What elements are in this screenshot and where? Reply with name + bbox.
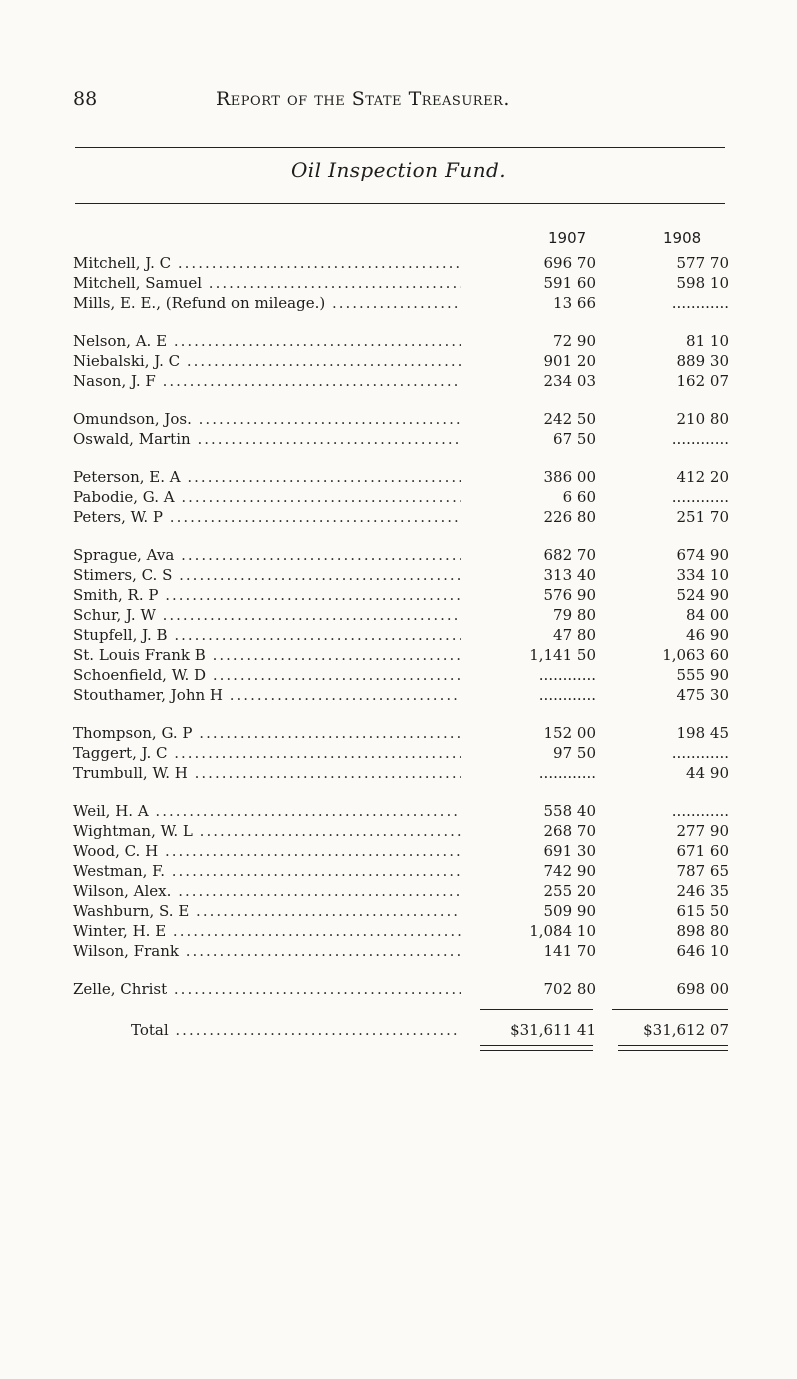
amount-1907: 682 70 <box>543 546 596 564</box>
amount-1908: 162 07 <box>676 372 729 390</box>
amount-1908: 81 10 <box>686 332 729 350</box>
amount-1908: 1,063 60 <box>662 646 729 664</box>
amount-1907: 67 50 <box>553 430 596 448</box>
payee-name: Mitchell, Samuel ..... <box>73 273 461 293</box>
ledger-row <box>73 979 733 999</box>
ledger-row <box>73 801 733 821</box>
payee-name: Wilson, Alex. ..... <box>73 881 461 901</box>
payee-name: Wood, C. H ..... <box>73 841 461 861</box>
payee-name: Oswald, Martin ..... <box>73 429 461 449</box>
payee-name: Pabodie, G. A ..... <box>73 487 461 507</box>
ledger-row <box>73 253 733 273</box>
amount-1908: 210 80 <box>676 410 729 428</box>
amount-1908: 524 90 <box>676 586 729 604</box>
ledger-row <box>73 565 733 585</box>
page-number: 88 <box>73 88 98 110</box>
amount-1907: 97 50 <box>553 744 596 762</box>
amount-1908: 84 00 <box>686 606 729 624</box>
payee-name: Mills, E. E., (Refund on mileage.) ..... <box>73 293 461 313</box>
total-1907: $31,611 41 <box>510 1021 596 1039</box>
amount-1908: 674 90 <box>676 546 729 564</box>
total-double-rule-1908-a <box>618 1045 728 1046</box>
ledger-row <box>73 331 733 351</box>
amount-1908: 787 65 <box>676 862 729 880</box>
ledger-row <box>73 901 733 921</box>
ledger-row <box>73 723 733 743</box>
ledger-row <box>73 371 733 391</box>
ledger-row <box>73 605 733 625</box>
amount-1908: 615 50 <box>676 902 729 920</box>
ledger-row <box>73 507 733 527</box>
total-double-rule-1907-b <box>480 1050 593 1051</box>
ledger-row <box>73 585 733 605</box>
ledger-row <box>73 665 733 685</box>
ledger-group <box>73 467 733 527</box>
total-row <box>73 1019 733 1041</box>
ledger-row <box>73 763 733 783</box>
ledger-group <box>73 409 733 449</box>
amount-1908: ............ <box>671 488 729 506</box>
amount-1908: 671 60 <box>676 842 729 860</box>
amount-1907: 268 70 <box>543 822 596 840</box>
payee-name: Stimers, C. S ..... <box>73 565 461 585</box>
ledger-row <box>73 273 733 293</box>
amount-1907: 742 90 <box>543 862 596 880</box>
amount-1907: 576 90 <box>543 586 596 604</box>
amount-1908: 555 90 <box>676 666 729 684</box>
amount-1907: 696 70 <box>543 254 596 272</box>
ledger-row <box>73 487 733 507</box>
total-1908: $31,612 07 <box>643 1021 729 1039</box>
column-header-year1: 1907 <box>548 229 587 247</box>
payee-name: Peterson, E. A ..... <box>73 467 461 487</box>
ledger-row <box>73 429 733 449</box>
payee-name: Westman, F. ..... <box>73 861 461 881</box>
amount-1908: 246 35 <box>676 882 729 900</box>
amount-1908: ............ <box>671 802 729 820</box>
title-rule <box>75 203 725 204</box>
payee-name: Zelle, Christ ..... <box>73 979 461 999</box>
amount-1907: 47 80 <box>553 626 596 644</box>
amount-1908: 598 10 <box>676 274 729 292</box>
amount-1907: 226 80 <box>543 508 596 526</box>
ledger-row <box>73 743 733 763</box>
ledger-group <box>73 979 733 999</box>
amount-1907: 901 20 <box>543 352 596 370</box>
payee-name: Wightman, W. L ..... <box>73 821 461 841</box>
payee-name: Niebalski, J. C ..... <box>73 351 461 371</box>
ledger-group <box>73 331 733 391</box>
amount-1907: 72 90 <box>553 332 596 350</box>
amount-1908: 475 30 <box>676 686 729 704</box>
amount-1908: 698 00 <box>676 980 729 998</box>
amount-1907: ............ <box>538 666 596 684</box>
payee-name: Schur, J. W ..... <box>73 605 461 625</box>
ledger-row <box>73 921 733 941</box>
amount-1907: 6 60 <box>562 488 596 506</box>
amount-1907: 242 50 <box>543 410 596 428</box>
ledger-row <box>73 545 733 565</box>
ledger-row <box>73 351 733 371</box>
amount-1908: 577 70 <box>676 254 729 272</box>
amount-1907: 591 60 <box>543 274 596 292</box>
ledger-row <box>73 941 733 961</box>
payee-name: Washburn, S. E ..... <box>73 901 461 921</box>
payee-name: St. Louis Frank B ..... <box>73 645 461 665</box>
payee-name: Taggert, J. C ..... <box>73 743 461 763</box>
payee-name: Nelson, A. E ..... <box>73 331 461 351</box>
total-label: Total ..... <box>131 1019 461 1041</box>
column-headers <box>0 229 797 251</box>
ledger-group <box>73 545 733 705</box>
amount-1907: 255 20 <box>543 882 596 900</box>
amount-1908: 198 45 <box>676 724 729 742</box>
amount-1907: 13 66 <box>553 294 596 312</box>
ledger-row <box>73 625 733 645</box>
amount-1908: 898 80 <box>676 922 729 940</box>
payee-name: Stupfell, J. B ..... <box>73 625 461 645</box>
payee-name: Stouthamer, John H ..... <box>73 685 461 705</box>
payee-name: Schoenfield, W. D ..... <box>73 665 461 685</box>
ledger-row <box>73 861 733 881</box>
amount-1908: ............ <box>671 294 729 312</box>
ledger-row <box>73 841 733 861</box>
amount-1907: 79 80 <box>553 606 596 624</box>
payee-name: Winter, H. E ..... <box>73 921 461 941</box>
amount-1907: 1,141 50 <box>529 646 596 664</box>
amount-1907: 141 70 <box>543 942 596 960</box>
amount-1908: 277 90 <box>676 822 729 840</box>
top-rule <box>75 147 725 148</box>
payee-name: Sprague, Ava ..... <box>73 545 461 565</box>
amount-1907: 691 30 <box>543 842 596 860</box>
payee-name: Trumbull, W. H ..... <box>73 763 461 783</box>
total-double-rule-1907-a <box>480 1045 593 1046</box>
ledger-row <box>73 467 733 487</box>
payee-name: Nason, J. F ..... <box>73 371 461 391</box>
amount-1908: 646 10 <box>676 942 729 960</box>
ledger-group <box>73 253 733 313</box>
ledger-row <box>73 645 733 665</box>
amount-1907: ............ <box>538 686 596 704</box>
fund-title: Oil Inspection Fund. <box>291 158 506 182</box>
amount-1908: 44 90 <box>686 764 729 782</box>
amount-1907: 509 90 <box>543 902 596 920</box>
amount-1908: ............ <box>671 430 729 448</box>
ledger-row <box>73 409 733 429</box>
amount-1907: 313 40 <box>543 566 596 584</box>
amount-1907: 152 00 <box>543 724 596 742</box>
payee-name: Thompson, G. P ..... <box>73 723 461 743</box>
amount-1907: 558 40 <box>543 802 596 820</box>
amount-1907: ............ <box>538 764 596 782</box>
amount-1907: 1,084 10 <box>529 922 596 940</box>
ledger-table <box>73 253 733 1017</box>
ledger-row <box>73 821 733 841</box>
payee-name: Weil, H. A ..... <box>73 801 461 821</box>
payee-name: Peters, W. P ..... <box>73 507 461 527</box>
payee-name: Omundson, Jos. ..... <box>73 409 461 429</box>
ledger-group <box>73 723 733 783</box>
amount-1908: ............ <box>671 744 729 762</box>
ledger-row <box>73 685 733 705</box>
sum-rule-1908 <box>612 1009 728 1010</box>
amount-1908: 889 30 <box>676 352 729 370</box>
payee-name: Smith, R. P ..... <box>73 585 461 605</box>
ledger-row <box>73 293 733 313</box>
amount-1908: 334 10 <box>676 566 729 584</box>
amount-1908: 46 90 <box>686 626 729 644</box>
running-title: Report of the State Treasurer. <box>216 88 510 110</box>
sum-rule-1907 <box>480 1009 593 1010</box>
payee-name: Wilson, Frank ..... <box>73 941 461 961</box>
amount-1908: 251 70 <box>676 508 729 526</box>
ledger-row <box>73 881 733 901</box>
payee-name: Mitchell, J. C ..... <box>73 253 461 273</box>
page-header <box>73 88 728 112</box>
amount-1907: 234 03 <box>543 372 596 390</box>
amount-1907: 386 00 <box>543 468 596 486</box>
ledger-group <box>73 801 733 961</box>
amount-1907: 702 80 <box>543 980 596 998</box>
total-double-rule-1908-b <box>618 1050 728 1051</box>
column-header-year2: 1908 <box>663 229 702 247</box>
amount-1908: 412 20 <box>676 468 729 486</box>
